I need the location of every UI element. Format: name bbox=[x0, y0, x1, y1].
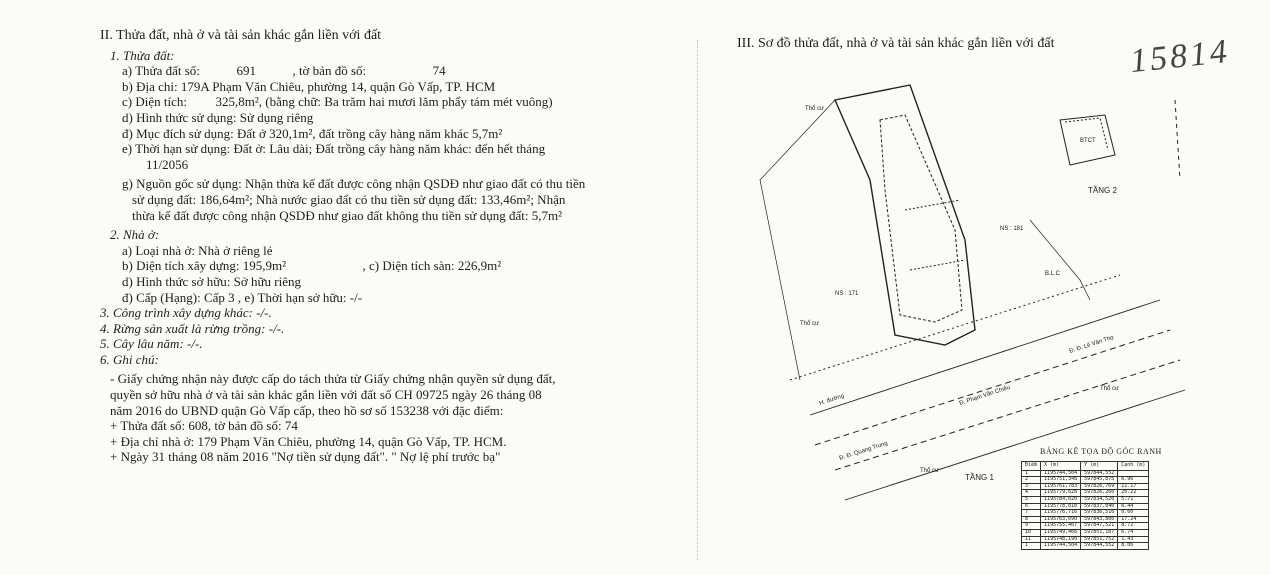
y-cell: 597843,800 bbox=[1081, 516, 1118, 523]
area-label: c) Diện tích: bbox=[122, 94, 187, 110]
parcel-number-row bbox=[100, 63, 660, 79]
other-works: 3. Công trình xây dựng khác: -/-. bbox=[100, 305, 272, 321]
point-cell: 11 bbox=[1022, 536, 1041, 543]
note-line-3: năm 2016 do UBND quận Gò Vấp cấp, theo hồ sơ số 153238 với đặc điểm: bbox=[110, 402, 504, 418]
y-cell: 597844,552 bbox=[1081, 543, 1118, 550]
col-x: X (m) bbox=[1041, 462, 1081, 471]
parcel-171-label: NS : 171 bbox=[835, 291, 859, 297]
point-cell: 1 bbox=[1022, 470, 1041, 477]
neighbor-lot-right bbox=[1030, 220, 1090, 300]
balcony-label: BTCT bbox=[1080, 138, 1096, 144]
edge-cell: 5.71 bbox=[1118, 496, 1149, 503]
edge-cell: 8.06 bbox=[1118, 543, 1149, 550]
house-outline bbox=[880, 115, 962, 322]
x-cell: 1195776,716 bbox=[1041, 510, 1081, 517]
y-cell: 597847,521 bbox=[1081, 523, 1118, 530]
edge-cell: 17.24 bbox=[1118, 516, 1149, 523]
ownership-term: , e) Thời hạn sở hữu: -/- bbox=[237, 289, 363, 305]
usage-term: e) Thời hạn sử dụng: Đất ở: Lâu dài; Đất trồng cây hàng năm khác: đến hết tháng bbox=[122, 141, 546, 157]
area-value: 325,8m², (bằng chữ: Ba trăm hai mươi lăm phẩy tám mét vuông) bbox=[215, 94, 553, 110]
hem-label: H. đường bbox=[818, 393, 846, 407]
coord-table bbox=[1021, 461, 1149, 550]
house-type: a) Loại nhà ở: Nhà ở riêng lẻ bbox=[122, 242, 273, 258]
edge-cell: 6.44 bbox=[1118, 503, 1149, 510]
house-heading: 2. Nhà ở: bbox=[110, 227, 160, 243]
point-cell: 1 bbox=[1022, 543, 1041, 550]
road-pvc-label: Đ. Phạm Văn Chiêu bbox=[958, 384, 1012, 407]
point-cell: 9 bbox=[1022, 523, 1041, 530]
land-address: b) Địa chỉ: 179A Phạm Văn Chiêu, phường 14, quận Gò Vấp, TP. HCM bbox=[122, 78, 496, 94]
neighbor-lot-left bbox=[760, 100, 835, 380]
col-edge: Cạnh (m) bbox=[1118, 462, 1149, 471]
y-cell: 597834,520 bbox=[1081, 496, 1118, 503]
col-y: Y (m) bbox=[1081, 462, 1118, 471]
table-row bbox=[1022, 543, 1149, 550]
y-cell: 597845,875 bbox=[1081, 477, 1118, 484]
coord-table-title: BẢNG KÊ TỌA ĐỘ GÓC RANH bbox=[1040, 447, 1162, 456]
floor2-label: TẦNG 2 bbox=[1088, 186, 1117, 195]
parcel-map bbox=[740, 60, 1260, 520]
parcel-number: 691 bbox=[236, 63, 256, 79]
y-cell: 597844,552 bbox=[1081, 470, 1118, 477]
floor-area: , c) Diện tích sàn: 226,9m² bbox=[362, 258, 502, 274]
edge-cell: 0.60 bbox=[1118, 510, 1149, 517]
house-ownership: d) Hình thức sở hữu: Sở hữu riêng bbox=[122, 273, 301, 289]
point-cell: 5 bbox=[1022, 496, 1041, 503]
land-area-row bbox=[100, 94, 660, 110]
floor1-label: TẦNG 1 bbox=[965, 473, 994, 482]
land-heading: 1. Thửa đất: bbox=[110, 47, 175, 63]
x-cell: 1195749,466 bbox=[1041, 529, 1081, 536]
edge-cell: 20.22 bbox=[1118, 490, 1149, 497]
y-cell: 597851,752 bbox=[1081, 536, 1118, 543]
road-qt-label: Đ. Đ. Quang Trung bbox=[838, 440, 889, 462]
road-lvt-label: Đ. Đ. Lê Văn Thọ bbox=[1068, 334, 1115, 355]
usage-origin-cont2: thừa kế đất được công nhận QSDĐ như giao đất không thu tiền sử dụng đất: 5,7m² bbox=[132, 207, 562, 223]
x-cell: 1195748,190 bbox=[1041, 536, 1081, 543]
parcel-181-label: NS : 181 bbox=[1000, 226, 1024, 232]
edge-cell: 8.72 bbox=[1118, 523, 1149, 530]
note-line-2: quyền sở hữu nhà ở và tài sản khác gắn liền với đất số CH 09725 ngày 26 tháng 08 bbox=[110, 387, 542, 403]
land-info-section bbox=[100, 28, 660, 465]
usage-term-cont: 11/2056 bbox=[146, 156, 189, 172]
x-cell: 1195763,090 bbox=[1041, 516, 1081, 523]
y-cell: 597851,107 bbox=[1081, 529, 1118, 536]
x-cell: 1195778,010 bbox=[1041, 503, 1081, 510]
x-cell: 1195751,348 bbox=[1041, 477, 1081, 484]
handwritten-number: 15814 bbox=[1128, 32, 1232, 81]
usage-origin-cont1: sử dụng đất: 186,64m²; Nhà nước giao đất có thu tiền sử dụng đất: 133,46m²; Nhận bbox=[132, 191, 566, 207]
parcel-outline bbox=[835, 85, 975, 345]
point-cell: 2 bbox=[1022, 477, 1041, 484]
map-sheet-number: 74 bbox=[432, 63, 446, 79]
map-sheet-label: , tờ bản đồ số: bbox=[292, 63, 367, 79]
point-cell: 8 bbox=[1022, 516, 1041, 523]
point-cell: 4 bbox=[1022, 490, 1041, 497]
edge-cell: 6.96 bbox=[1118, 477, 1149, 484]
tho-cu-label-4: Thổ cư bbox=[920, 468, 940, 474]
production-forest: 4. Rừng sản xuất là rừng trồng: -/-. bbox=[100, 320, 285, 336]
x-cell: 1195744,504 bbox=[1041, 543, 1081, 550]
usage-origin: g) Nguồn gốc sử dụng: Nhận thừa kế đất được công nhận QSDĐ như giao đất có thu tiền bbox=[122, 176, 586, 192]
section-title-map: III. Sơ đồ thửa đất, nhà ở và tài sản khác gắn liền với đất bbox=[737, 36, 1055, 51]
y-cell: 597826,769 bbox=[1081, 483, 1118, 490]
page-fold bbox=[697, 40, 698, 560]
x-cell: 1195755,407 bbox=[1041, 523, 1081, 530]
y-cell: 597836,516 bbox=[1081, 510, 1118, 517]
house-area-row bbox=[100, 258, 660, 274]
edge-cell: 6.74 bbox=[1118, 529, 1149, 536]
x-cell: 1195744,504 bbox=[1041, 470, 1081, 477]
x-cell: 1195779,628 bbox=[1041, 490, 1081, 497]
house-grade-row bbox=[100, 290, 660, 306]
edge-cell: 11.17 bbox=[1118, 483, 1149, 490]
notes-heading: 6. Ghi chú: bbox=[100, 351, 159, 367]
note-line-6: + Ngày 31 tháng 08 năm 2016 "Nợ tiền sử dụng đất". " Nợ lệ phí trước bạ" bbox=[110, 449, 501, 465]
blc-label: B.L.C bbox=[1045, 271, 1061, 277]
tho-cu-label-1: Thổ cư bbox=[805, 106, 825, 112]
y-cell: 597837,040 bbox=[1081, 503, 1118, 510]
tho-cu-label-3: Thổ cư bbox=[1100, 386, 1120, 392]
col-point: Điểm bbox=[1022, 462, 1041, 471]
build-area: b) Diện tích xây dựng: 195,9m² bbox=[122, 258, 287, 274]
usage-form: d) Hình thức sử dụng: Sử dụng riêng bbox=[122, 109, 314, 125]
point-cell: 10 bbox=[1022, 529, 1041, 536]
edge-cell: 1.43 bbox=[1118, 536, 1149, 543]
house-grade: đ) Cấp (Hạng): Cấp 3 bbox=[122, 289, 235, 305]
usage-purpose: đ) Mục đích sử dụng: Đất ở 320,1m², đất trồng cây hàng năm khác 5,7m² bbox=[122, 125, 503, 141]
x-cell: 1195784,020 bbox=[1041, 496, 1081, 503]
y-cell: 597826,260 bbox=[1081, 490, 1118, 497]
point-cell: 7 bbox=[1022, 510, 1041, 517]
section-title-land: II. Thửa đất, nhà ở và tài sản khác gắn liền với đất bbox=[100, 28, 382, 43]
perennial-trees: 5. Cây lâu năm: -/-. bbox=[100, 336, 203, 352]
x-cell: 1195761,783 bbox=[1041, 483, 1081, 490]
note-line-1: - Giấy chứng nhận này được cấp do tách thửa từ Giấy chứng nhận quyền sử dụng đất, bbox=[110, 371, 556, 387]
point-cell: 6 bbox=[1022, 503, 1041, 510]
note-line-5: + Địa chỉ nhà ở: 179 Phạm Văn Chiêu, phường 14, quận Gò Vấp, TP. HCM. bbox=[110, 433, 507, 449]
note-line-4: + Thửa đất số: 608, tờ bản đồ số: 74 bbox=[110, 418, 298, 434]
point-cell: 3 bbox=[1022, 483, 1041, 490]
parcel-label: a) Thửa đất số: bbox=[122, 63, 200, 79]
coord-table-header bbox=[1022, 462, 1149, 471]
tho-cu-label-2: Thổ cư bbox=[800, 321, 820, 327]
